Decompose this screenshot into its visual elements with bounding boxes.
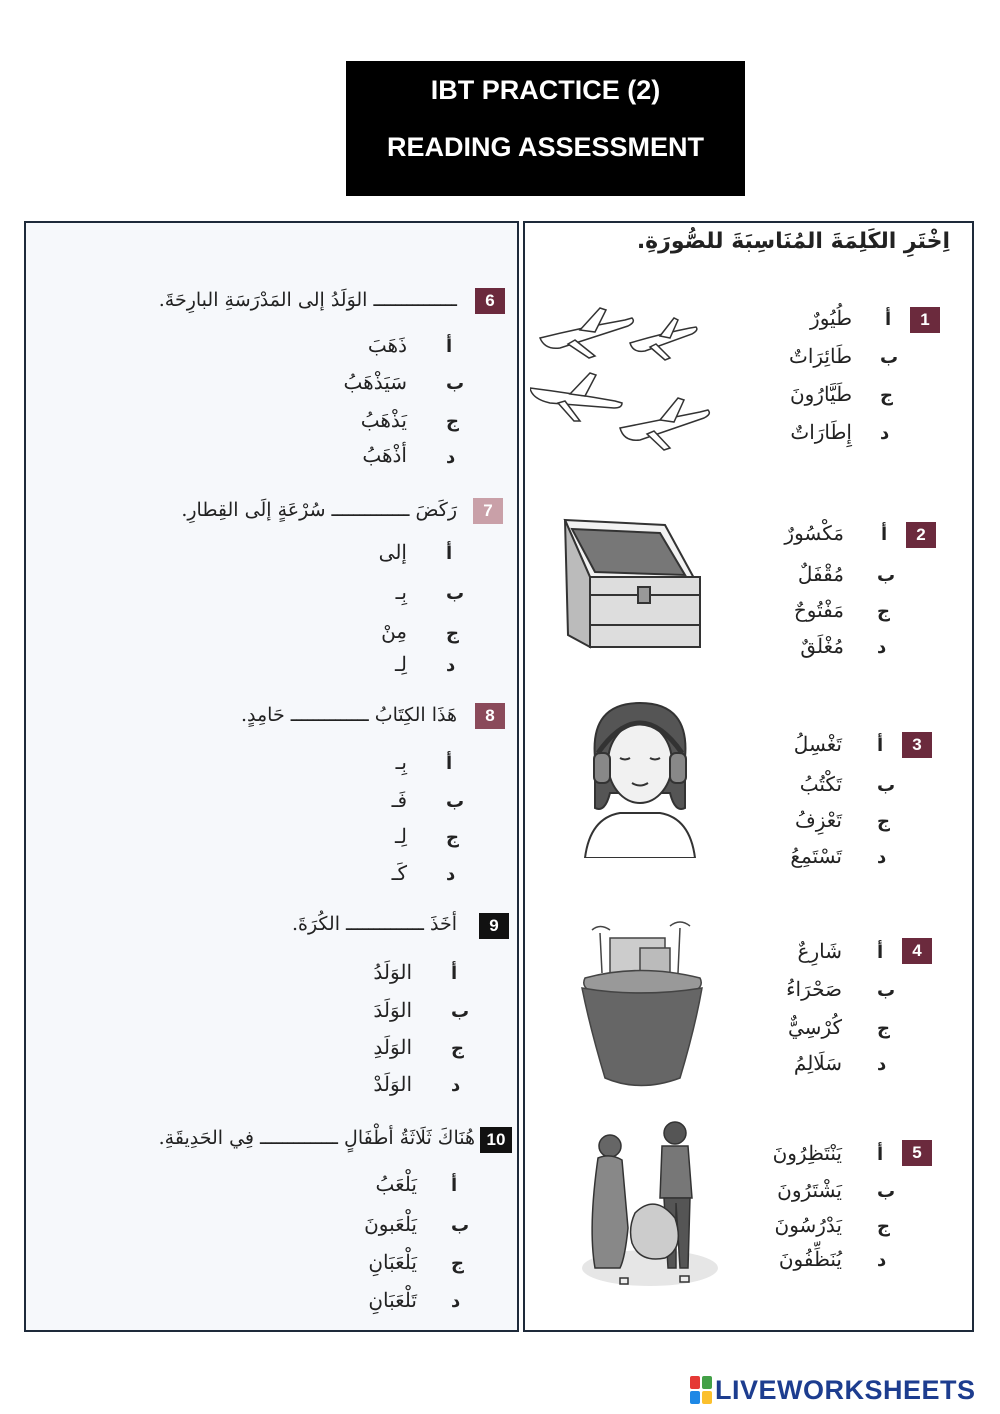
option-10d[interactable]: تَلْعَبَانِ	[368, 1288, 417, 1312]
option-5d[interactable]: يُنَظِّفُونَ	[778, 1247, 842, 1271]
option-letter: ب	[446, 373, 465, 394]
logo-square	[690, 1376, 700, 1389]
option-8d[interactable]: كَـ	[391, 861, 407, 885]
option-letter: ج	[451, 1253, 464, 1274]
option-letter: ج	[446, 623, 459, 644]
option-1b[interactable]: طَائِرَاتٌ	[789, 344, 852, 368]
option-letter: ج	[877, 601, 890, 622]
option-10a[interactable]: يَلْعَبُ	[375, 1172, 417, 1196]
option-letter: ج	[451, 1038, 464, 1059]
instruction: اِخْتَرِ الكَلِمَةَ المُنَاسِبَةَ للصُّورَةِ.	[636, 229, 950, 254]
question-number-4: 4	[902, 938, 932, 964]
option-letter: ب	[446, 583, 465, 604]
question-stem-6: ـــــــــــــــ الوَلَدُ إلى المَدْرَسَةِ البارِحَةَ.	[158, 289, 457, 311]
option-letter: د	[446, 864, 456, 885]
option-9a[interactable]: الوَلَدُ	[373, 960, 412, 984]
question-number-8: 8	[475, 703, 505, 729]
option-letter: ج	[446, 827, 459, 848]
liveworksheets-logo-icon	[690, 1376, 712, 1404]
option-3c[interactable]: تَعْزِفُ	[795, 808, 842, 832]
option-letter: د	[451, 1291, 461, 1312]
open-chest-icon	[560, 515, 705, 655]
question-number-7: 7	[473, 498, 503, 524]
option-letter: ب	[877, 775, 896, 796]
option-letter: ب	[877, 565, 896, 586]
footer-brand	[690, 1370, 976, 1410]
option-letter: ب	[451, 1001, 470, 1022]
option-letter: د	[877, 637, 887, 658]
option-letter: د	[880, 423, 890, 444]
option-letter: د	[877, 1054, 887, 1075]
option-7b[interactable]: بِـ	[395, 580, 407, 604]
option-2c[interactable]: مَفْتُوحٌ	[793, 598, 844, 622]
logo-square	[702, 1391, 712, 1404]
option-letter: د	[877, 847, 887, 868]
option-6d[interactable]: أذْهَبُ	[362, 443, 407, 467]
option-letter: ب	[446, 791, 465, 812]
option-6a[interactable]: ذَهَبَ	[367, 333, 407, 357]
children-cleaning-icon	[580, 1118, 720, 1293]
option-letter: أ	[451, 963, 458, 984]
option-letter: د	[877, 1250, 887, 1271]
option-4d[interactable]: سَلَالِمُ	[793, 1051, 842, 1075]
question-stem-7: رَكَضَ ــــــــــــــ سُرْعَةٍ إلَى القِطارِ.	[181, 499, 457, 521]
question-number-9: 9	[479, 913, 509, 939]
option-4b[interactable]: صَحْرَاءُ	[786, 977, 842, 1001]
question-number-6: 6	[475, 288, 505, 314]
option-9c[interactable]: الوَلَدِ	[373, 1035, 412, 1059]
option-letter: أ	[877, 735, 884, 756]
question-number-5: 5	[902, 1140, 932, 1166]
option-8b[interactable]: فَـ	[391, 788, 407, 812]
question-stem-10: هُنَاكَ ثَلَاثَةُ أطْفَالٍ ــــــــــــــ فِي الحَدِيقَةِ.	[158, 1127, 475, 1149]
right-panel	[523, 221, 974, 1332]
title-banner	[346, 61, 745, 196]
option-7a[interactable]: إلى	[378, 540, 407, 564]
option-letter: ب	[877, 1181, 896, 1202]
option-letter: أ	[446, 543, 453, 564]
option-1a[interactable]: طُيُورٌ	[810, 306, 852, 330]
option-6b[interactable]: سَيَذْهَبُ	[343, 370, 407, 394]
option-3a[interactable]: تَغْسِلُ	[793, 732, 842, 756]
option-letter: ج	[877, 1018, 890, 1039]
logo-square	[690, 1391, 700, 1404]
option-letter: ب	[877, 980, 896, 1001]
option-5b[interactable]: يَشْتَرُونَ	[777, 1178, 842, 1202]
option-4a[interactable]: شَارِعٌ	[797, 939, 842, 963]
option-4c[interactable]: كُرْسِيٌّ	[788, 1015, 842, 1039]
logo-square	[702, 1376, 712, 1389]
brand-name: LIVEWORKSHEETS	[715, 1374, 976, 1405]
title-line-2: READING ASSESSMENT	[386, 132, 705, 162]
option-2b[interactable]: مُقْفَلٌ	[797, 562, 844, 586]
option-9b[interactable]: الوَلَدَ	[373, 998, 412, 1022]
option-letter: أ	[446, 753, 453, 774]
option-3b[interactable]: تَكْتُبُ	[799, 772, 842, 796]
option-10b[interactable]: يَلْعَبونَ	[364, 1212, 417, 1236]
option-letter: أ	[451, 1175, 458, 1196]
left-panel	[24, 221, 519, 1332]
question-stem-8: هَذَا الكِتَابُ ــــــــــــــ حَامِدٍ.	[240, 704, 457, 726]
option-letter: ج	[877, 1216, 890, 1237]
island-icon	[580, 918, 705, 1093]
option-1c[interactable]: طَيَّارُونَ	[789, 382, 852, 406]
option-letter: د	[451, 1075, 461, 1096]
option-letter: د	[446, 447, 456, 468]
option-7c[interactable]: مِنْ	[381, 619, 407, 643]
option-2d[interactable]: مُغْلَقٌ	[800, 634, 844, 658]
question-number-1: 1	[910, 307, 940, 333]
option-letter: ب	[451, 1215, 470, 1236]
option-letter: ب	[880, 347, 899, 368]
option-3d[interactable]: تَسْتَمِعُ	[790, 844, 842, 868]
option-letter: أ	[446, 336, 453, 357]
airplanes-icon	[530, 288, 720, 463]
question-stem-9: أخَذَ ــــــــــــــ الكُرَةَ.	[291, 913, 457, 935]
option-6c[interactable]: يَذْهَبُ	[360, 408, 407, 432]
option-letter: ج	[446, 411, 459, 432]
option-2a[interactable]: مَكْسُورٌ	[784, 521, 844, 545]
option-8c[interactable]: لِـ	[395, 824, 407, 848]
question-number-2: 2	[906, 522, 936, 548]
question-number-3: 3	[902, 732, 932, 758]
option-10c[interactable]: يَلْعَبَانِ	[368, 1250, 417, 1274]
option-8a[interactable]: بِـ	[395, 750, 407, 774]
option-letter: أ	[885, 309, 892, 330]
option-1d[interactable]: إِطَارَاتٌ	[790, 420, 852, 444]
option-letter: أ	[877, 942, 884, 963]
question-number-10: 10	[480, 1127, 512, 1153]
option-5a[interactable]: يَنْتَظِرُونَ	[772, 1141, 842, 1165]
option-letter: أ	[877, 1144, 884, 1165]
option-letter: أ	[881, 524, 888, 545]
title-line-1: IBT PRACTICE (2)	[430, 75, 661, 105]
option-letter: د	[446, 655, 456, 676]
option-letter: ج	[877, 811, 890, 832]
option-7d[interactable]: لِـ	[395, 652, 407, 676]
option-5c[interactable]: يَدْرُسُونَ	[774, 1213, 842, 1237]
girl-headphones-icon	[580, 698, 700, 858]
option-letter: ج	[880, 385, 893, 406]
option-9d[interactable]: الوَلَدْ	[373, 1072, 412, 1096]
